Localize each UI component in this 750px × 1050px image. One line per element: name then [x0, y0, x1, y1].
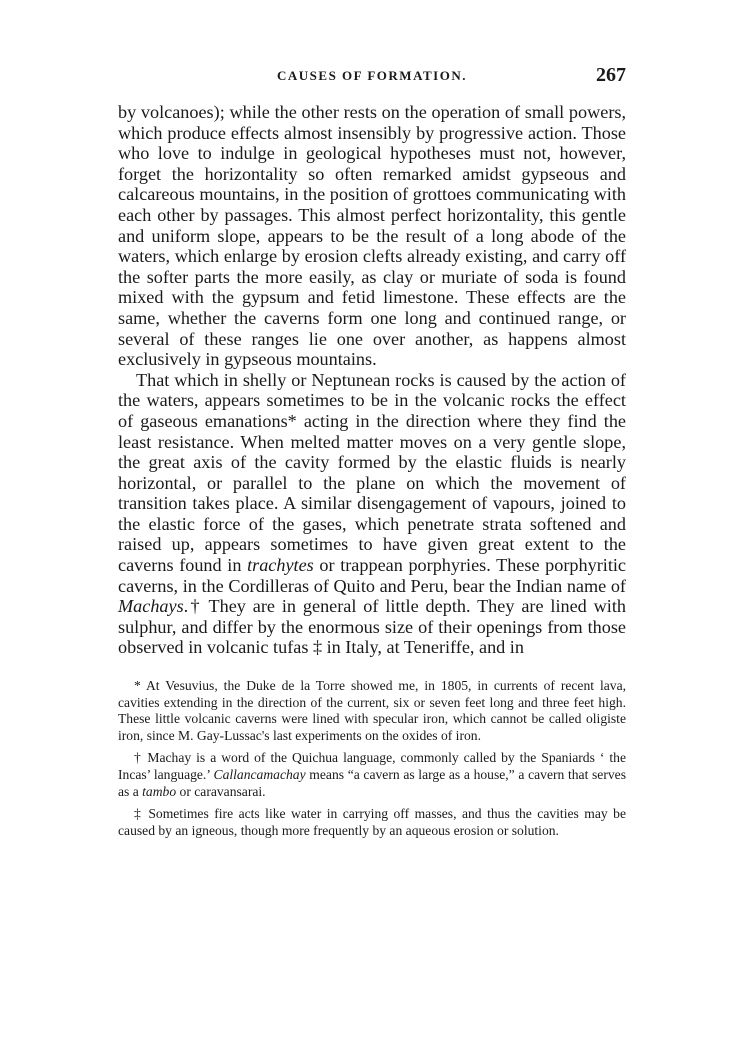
paragraph-text-part: That which in shelly or Neptunean rocks is caused by the action of the waters, appears sometimes to be in the volcanic rocks the effect of gaseous emanations* acting in the direction where they find the least resistance. When melted matter moves on a very gentle slope, the great axis of the cavity formed by the elastic fluids is nearly horizontal, or parallel to the plane on which the movement of transition takes place. A similar disengagement of vapours, joined to the elastic force of the gases, which penetrate strata softened and raised up, appears sometimes to have given great extent to the caverns found in: [118, 369, 626, 576]
footnote-double-dagger: ‡ Sometimes fire acts like water in carrying off masses, and thus the cavities may be caused by an igneous, though more frequently by an aqueous erosion or solution.: [118, 806, 626, 838]
running-title: CAUSES OF FORMATION.: [277, 68, 467, 83]
italic-term-trachytes: trachytes: [247, 555, 314, 576]
footnote-asterisk: * At Vesuvius, the Duke de la Torre showed me, in 1805, in currents of recent lava, cavities extending in the direction of the current, six or seven feet long and three feet high. These little volcanic caverns were lined with specular iron, which cannot be called oligiste iron, since M. Gay-Lussac's last experiments on the oxides of iron.: [118, 678, 626, 743]
footnote-text-part: † Machay is a word of the Quichua language, commonly called by the Spaniards ‘ the Incas’ language.’: [118, 750, 626, 782]
footnotes: [118, 678, 626, 839]
italic-term-tambo: tambo: [142, 783, 177, 799]
paragraph-text-part: or trappean porphyries. These porphyritic caverns, in the Cordilleras of Quito and Peru, bear the Indian name of: [118, 555, 626, 596]
paragraph-continued: by volcanoes); while the other rests on the operation of small powers, which produce effects almost insensibly by progressive action. Those who love to indulge in geological hypotheses must not, however, forget the horizontality so often remarked amidst gypseous and calcareous mountains, in the position of grottoes communicating with each other by passages. This almost perfect horizontality, this gentle and uniform slope, appears to be the result of a long abode of the waters, which enlarge by erosion clefts already existing, and carry off the softer parts the more easily, as clay or muriate of soda is found mixed with the gypsum and fetid limestone. These effects are the same, whether the caverns form one long and continued range, or several of these ranges lie one over another, as happens almost exclusively in gypseous mountains.: [118, 102, 626, 370]
paragraph-caverns: [118, 370, 626, 658]
footnote-dagger: [118, 750, 626, 800]
book-page: [118, 64, 626, 845]
italic-term-callancamachay: Callancamachay: [213, 767, 306, 782]
footnote-text-part: or caravansarai.: [176, 783, 266, 799]
running-head: [118, 64, 626, 94]
italic-term-machays: Machays: [118, 596, 184, 617]
main-text: [118, 102, 626, 658]
paragraph-text-part: .† They are in general of little depth. They are lined with sulphur, and differ by the enormous size of their openings from those observed in volcanic tufas ‡ in Italy, at Teneriffe, and in: [118, 596, 626, 658]
footnote-text-part: means “a cavern as large as a house,” a cavern that serves as a: [118, 767, 626, 799]
page-number: 267: [596, 64, 626, 86]
